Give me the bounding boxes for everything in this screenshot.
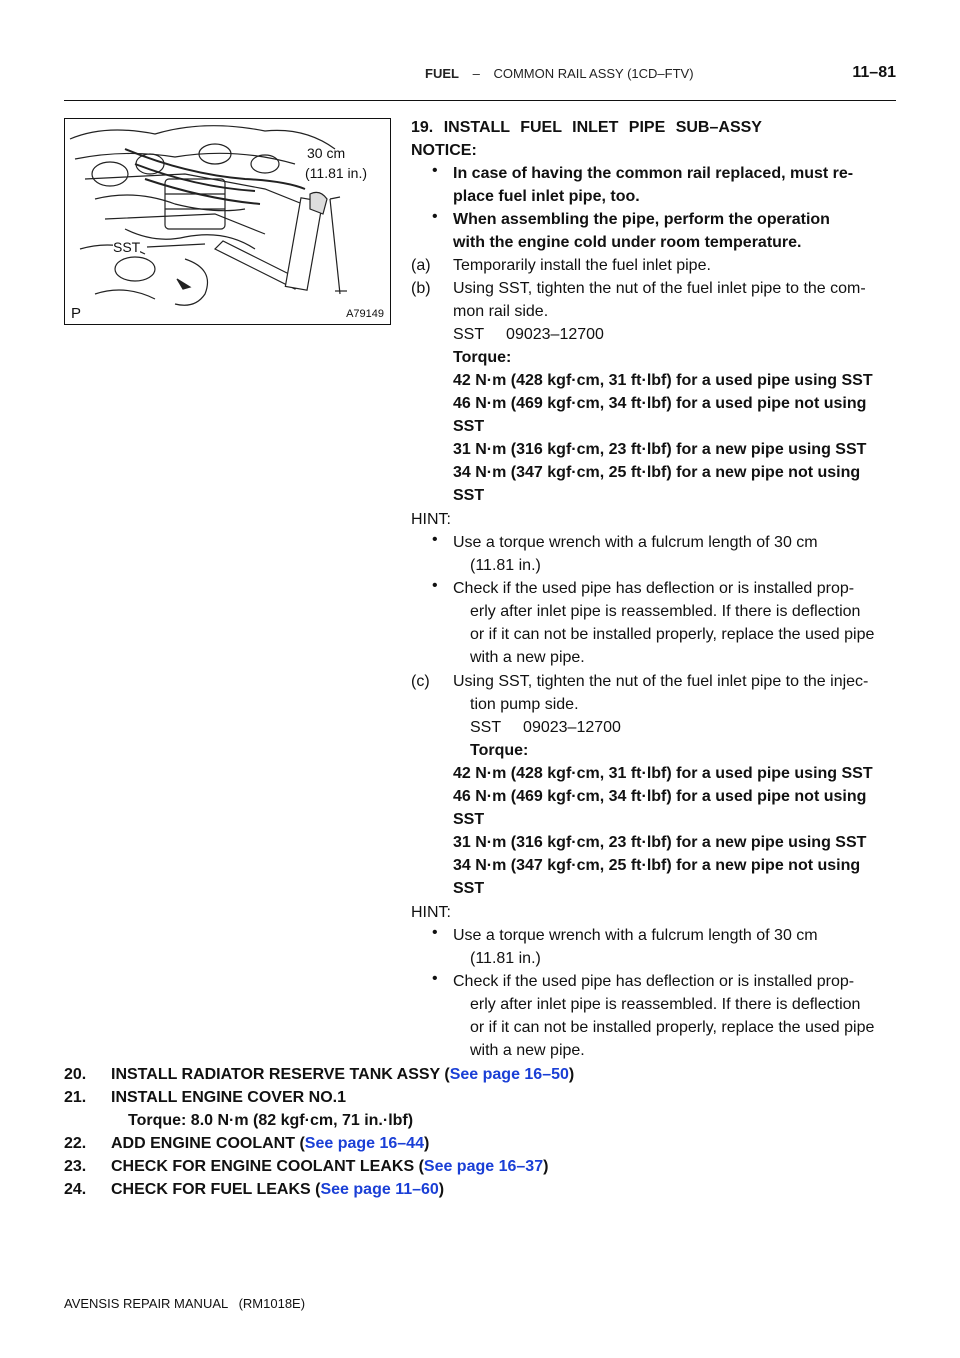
substep-mark: (c) (411, 673, 430, 690)
torque-label: Torque: (470, 742, 529, 759)
torque-spec: 46 N·m (469 kgf·cm, 34 ft·lbf) for a used pipe not using (453, 788, 867, 805)
torque-spec: 34 N·m (347 kgf·cm, 25 ft·lbf) for a new pipe not using (453, 857, 861, 874)
hint-item-cont: with a new pipe. (470, 649, 585, 666)
length-label-inches: (11.81 in.) (305, 165, 367, 181)
step-23-link[interactable]: See page 16–37 (423, 1158, 544, 1175)
notice-item-cont: with the engine cold under room temperature. (453, 234, 802, 251)
step-23-text: CHECK FOR ENGINE COOLANT LEAKS ( (111, 1158, 424, 1175)
torque-spec: 31 N·m (316 kgf·cm, 23 ft·lbf) for a new pipe using SST (453, 441, 867, 458)
step-24-link[interactable]: See page 11–60 (320, 1181, 439, 1198)
hint-item-cont: or if it can not be installed properly, replace the used pipe (470, 626, 875, 643)
page-header (425, 66, 694, 81)
substep-mark: (b) (411, 280, 431, 297)
hint-item-cont: (11.81 in.) (470, 950, 541, 967)
bullet-icon: • (432, 531, 438, 548)
sst-number: SST 09023–12700 (470, 719, 621, 736)
hint-item: Use a torque wrench with a fulcrum length of 30 cm (453, 534, 818, 551)
figure-corner-mark: P (71, 305, 82, 322)
step-22-text: ADD ENGINE COOLANT ( (111, 1135, 305, 1152)
hint-item: Check if the used pipe has deflection or is installed prop- (453, 973, 855, 990)
hint-item-cont: with a new pipe. (470, 1042, 585, 1059)
substep-text-cont: mon rail side. (453, 303, 549, 320)
step-20 (111, 1063, 574, 1086)
step-20-close: ) (568, 1066, 575, 1083)
step-23-number: 23. (64, 1158, 87, 1175)
step-23 (111, 1155, 548, 1178)
torque-spec-cont: SST (453, 487, 485, 504)
hint-label: HINT: (411, 511, 451, 528)
step-20-link[interactable]: See page 16–50 (449, 1066, 569, 1083)
page-number: 11–81 (852, 64, 896, 81)
header-subsection: COMMON RAIL ASSY (1CD–FTV) (493, 66, 694, 81)
torque-label: Torque: (453, 349, 512, 366)
bullet-icon: • (432, 577, 438, 594)
torque-spec: 42 N·m (428 kgf·cm, 31 ft·lbf) for a used pipe using SST (453, 765, 873, 782)
hint-item-cont: erly after inlet pipe is reassembled. If there is deflection (470, 603, 861, 620)
step-24-text: CHECK FOR FUEL LEAKS ( (111, 1181, 321, 1198)
torque-spec: 31 N·m (316 kgf·cm, 23 ft·lbf) for a new pipe using SST (453, 834, 867, 851)
notice-item: In case of having the common rail replaced, must re- (453, 165, 854, 182)
notice-item: When assembling the pipe, perform the operation (453, 211, 830, 228)
step-24-close: ) (438, 1181, 445, 1198)
torque-spec-cont: SST (453, 880, 485, 897)
step-23-close: ) (543, 1158, 549, 1175)
hint-item: Use a torque wrench with a fulcrum length of 30 cm (453, 927, 818, 944)
substep-text: Temporarily install the fuel inlet pipe. (453, 257, 711, 274)
notice-item-cont: place fuel inlet pipe, too. (453, 188, 640, 205)
figure-code: A79149 (346, 308, 384, 320)
engine-illustration (64, 118, 391, 325)
step-20-number: 20. (64, 1066, 87, 1083)
header-dash: – (472, 66, 480, 81)
hint-item-cont: or if it can not be installed properly, replace the used pipe (470, 1019, 875, 1036)
step-22-close: ) (423, 1135, 430, 1152)
hint-label: HINT: (411, 904, 451, 921)
step-21-text: INSTALL ENGINE COVER NO.1 (111, 1089, 346, 1106)
step-20-text: INSTALL RADIATOR RESERVE TANK ASSY ( (111, 1066, 450, 1083)
step-19-title: 19. INSTALL FUEL INLET PIPE SUB–ASSY (411, 119, 762, 136)
length-label: 30 cm (307, 145, 346, 161)
hint-item-cont: erly after inlet pipe is reassembled. If there is deflection (470, 996, 861, 1013)
torque-spec: 46 N·m (469 kgf·cm, 34 ft·lbf) for a used pipe not using (453, 395, 867, 412)
substep-text: Using SST, tighten the nut of the fuel inlet pipe to the injec- (453, 673, 869, 690)
hint-item: Check if the used pipe has deflection or is installed prop- (453, 580, 855, 597)
bullet-icon: • (432, 970, 438, 987)
substep-text: Using SST, tighten the nut of the fuel inlet pipe to the com- (453, 280, 866, 297)
torque-spec: 34 N·m (347 kgf·cm, 25 ft·lbf) for a new pipe not using (453, 464, 861, 481)
bullet-icon: • (432, 208, 438, 225)
notice-label: NOTICE: (411, 142, 477, 159)
sst-number: SST 09023–12700 (453, 326, 604, 343)
torque-spec: 42 N·m (428 kgf·cm, 31 ft·lbf) for a used pipe using SST (453, 372, 873, 389)
step-22-number: 22. (64, 1135, 87, 1152)
footer-manual-title: AVENSIS REPAIR MANUAL (RM1018E) (64, 1296, 306, 1311)
step-22 (111, 1132, 429, 1155)
substep-mark: (a) (411, 257, 431, 274)
header-divider (64, 100, 896, 101)
step-21-torque: Torque: 8.0 N·m (82 kgf·cm, 71 in.·lbf) (128, 1112, 414, 1129)
bullet-icon: • (432, 924, 438, 941)
substep-text-cont: tion pump side. (470, 696, 579, 713)
torque-spec-cont: SST (453, 811, 485, 828)
hint-item-cont: (11.81 in.) (470, 557, 541, 574)
torque-spec-cont: SST (453, 418, 485, 435)
step-24-number: 24. (64, 1181, 87, 1198)
header-section: FUEL (425, 66, 459, 81)
step-22-link[interactable]: See page 16–44 (304, 1135, 424, 1152)
step-24 (111, 1178, 444, 1201)
sst-label: SST (113, 239, 141, 255)
bullet-icon: • (432, 162, 438, 179)
step-21-number: 21. (64, 1089, 87, 1106)
